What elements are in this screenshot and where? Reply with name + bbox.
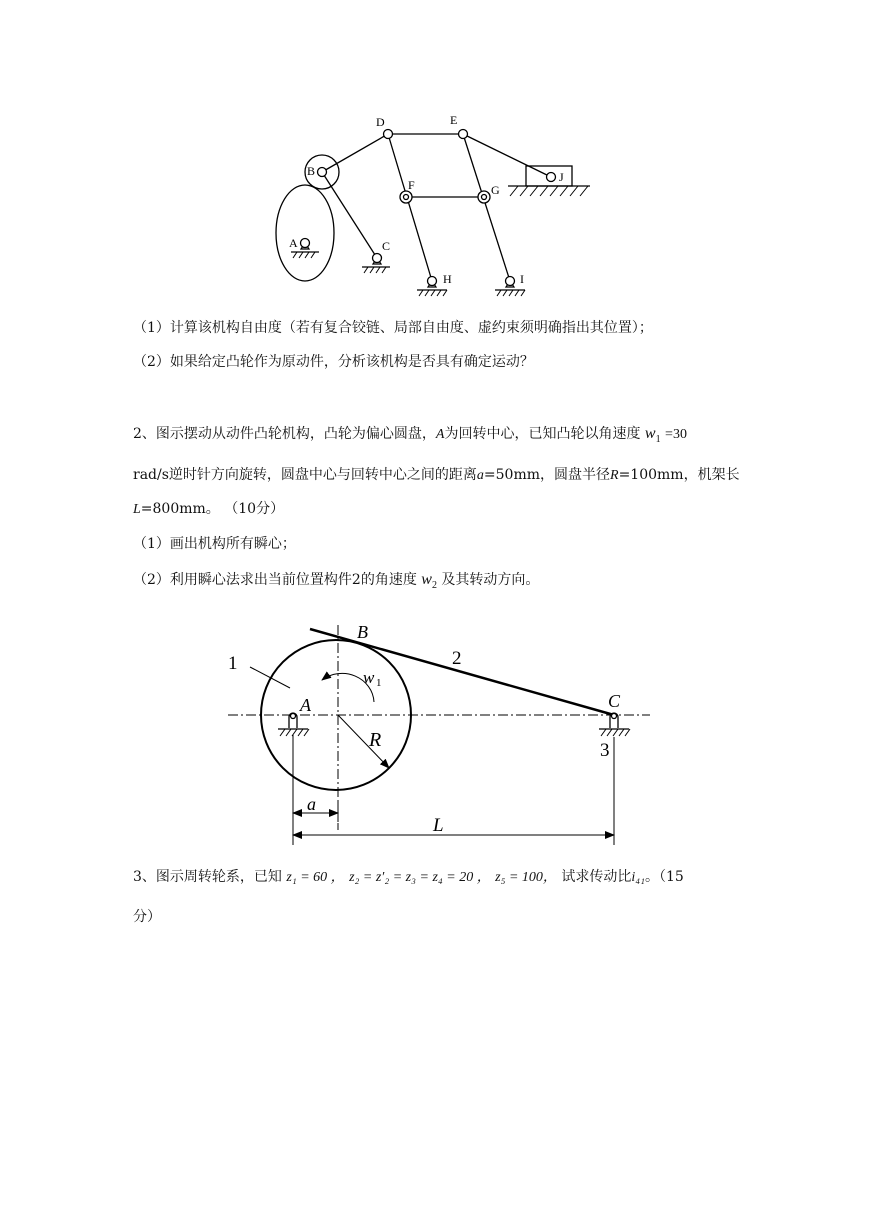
fig2-label-w-sub: 1 [376,677,382,689]
q2-var-L: L [133,502,141,517]
q3-line2: 分） [133,909,161,925]
joints [301,130,556,286]
fig2-label-w: w [363,668,375,687]
q3-ratio: i₄₁ [631,870,646,885]
cam-mechanism-figure [0,610,869,860]
q2-var-A: A [435,427,445,442]
label-C: C [382,239,391,253]
leader-1 [250,667,290,688]
q2-var-a: a [476,468,484,483]
q3-line1-text-c: 。（15 [645,869,684,885]
pivot-A-support [278,713,309,736]
q2-var-R: R [610,468,619,483]
link-2 [310,629,614,715]
linkage-figure [0,0,869,310]
q2-line1 [133,425,687,449]
fig2-label-B: B [357,622,368,642]
link-EI [463,134,510,281]
link-BC [322,172,377,258]
q2-item2 [133,571,539,595]
q3-eq-z5: z₅ = 100， [495,870,557,885]
fig2-label-R: R [369,729,382,751]
fig2-label-L: L [433,815,444,836]
label-A: A [289,236,298,250]
q2-line3 [133,500,284,519]
q3-eq-z2-z4: z₂ = z′₂ = z₃ = z₄ = 20 ， [349,870,491,885]
q1-item2: （2）如果给定凸轮作为原动件，分析该机构是否具有确定运动？ [133,354,534,370]
q3-eq-z1: z₁ = 60 ， [286,870,345,885]
fig2-label-3: 3 [600,740,610,761]
q2-line2-text-a: rad/s逆时针方向旋转，圆盘中心与回转中心之间的距离 [133,467,477,483]
q2-line1-text-a: 2、图示摆动从动件凸轮机构，凸轮为偏心圆盘， [133,426,436,442]
q2-item2-var-w: w [421,571,432,588]
q2-line2-text-b: =50mm，圆盘半径 [483,467,611,483]
q3-line1-text-b: 试求传动比 [561,869,632,885]
label-F: F [408,178,415,192]
label-D: D [376,115,385,129]
q2-var-w: w [644,425,656,442]
fig2-label-C: C [608,691,621,711]
fig2-label-A: A [300,695,311,715]
q3-line1-text-a: 3、图示周转轮系，已知 [133,869,282,885]
q2-var-w-sub: 1 [655,433,661,445]
label-J: J [559,170,564,184]
fig2-label-a: a [307,794,316,814]
q2-item2-text-b: 及其转动方向。 [441,572,540,588]
q2-line1-value: =30 [665,427,687,442]
link-BD [322,134,388,172]
label-I: I [520,272,524,286]
q2-line3-text: =800mm。 （10分） [140,501,285,517]
fig2-label-2: 2 [452,648,462,669]
q2-line2-text-c: =100mm，机架长 [618,467,740,483]
q2-item2-text-a: （2）利用瞬心法求出当前位置构件2的角速度 [133,572,417,588]
label-G: G [491,183,500,197]
ground-supports [291,243,525,296]
q2-line2 [133,466,740,485]
radius-arrow [338,715,389,768]
q2-item1: （1）画出机构所有瞬心； [133,536,296,552]
q2-item2-var-w-sub: 2 [431,579,437,591]
link-EJ [463,134,551,177]
q2-line1-text-b: 为回转中心，已知凸轮以角速度 [444,426,641,442]
link-DH [388,134,432,281]
cam-ellipse [276,185,334,281]
label-H: H [443,272,452,286]
pivot-C-support [599,713,630,736]
fig2-label-1: 1 [228,653,238,674]
q3-line1 [133,868,684,887]
label-B: B [307,164,316,178]
label-E: E [450,113,458,127]
q1-item1: （1）计算该机构自由度（若有复合铰链、局部自由度、虚约束须明确指出其位置）； [133,320,653,336]
